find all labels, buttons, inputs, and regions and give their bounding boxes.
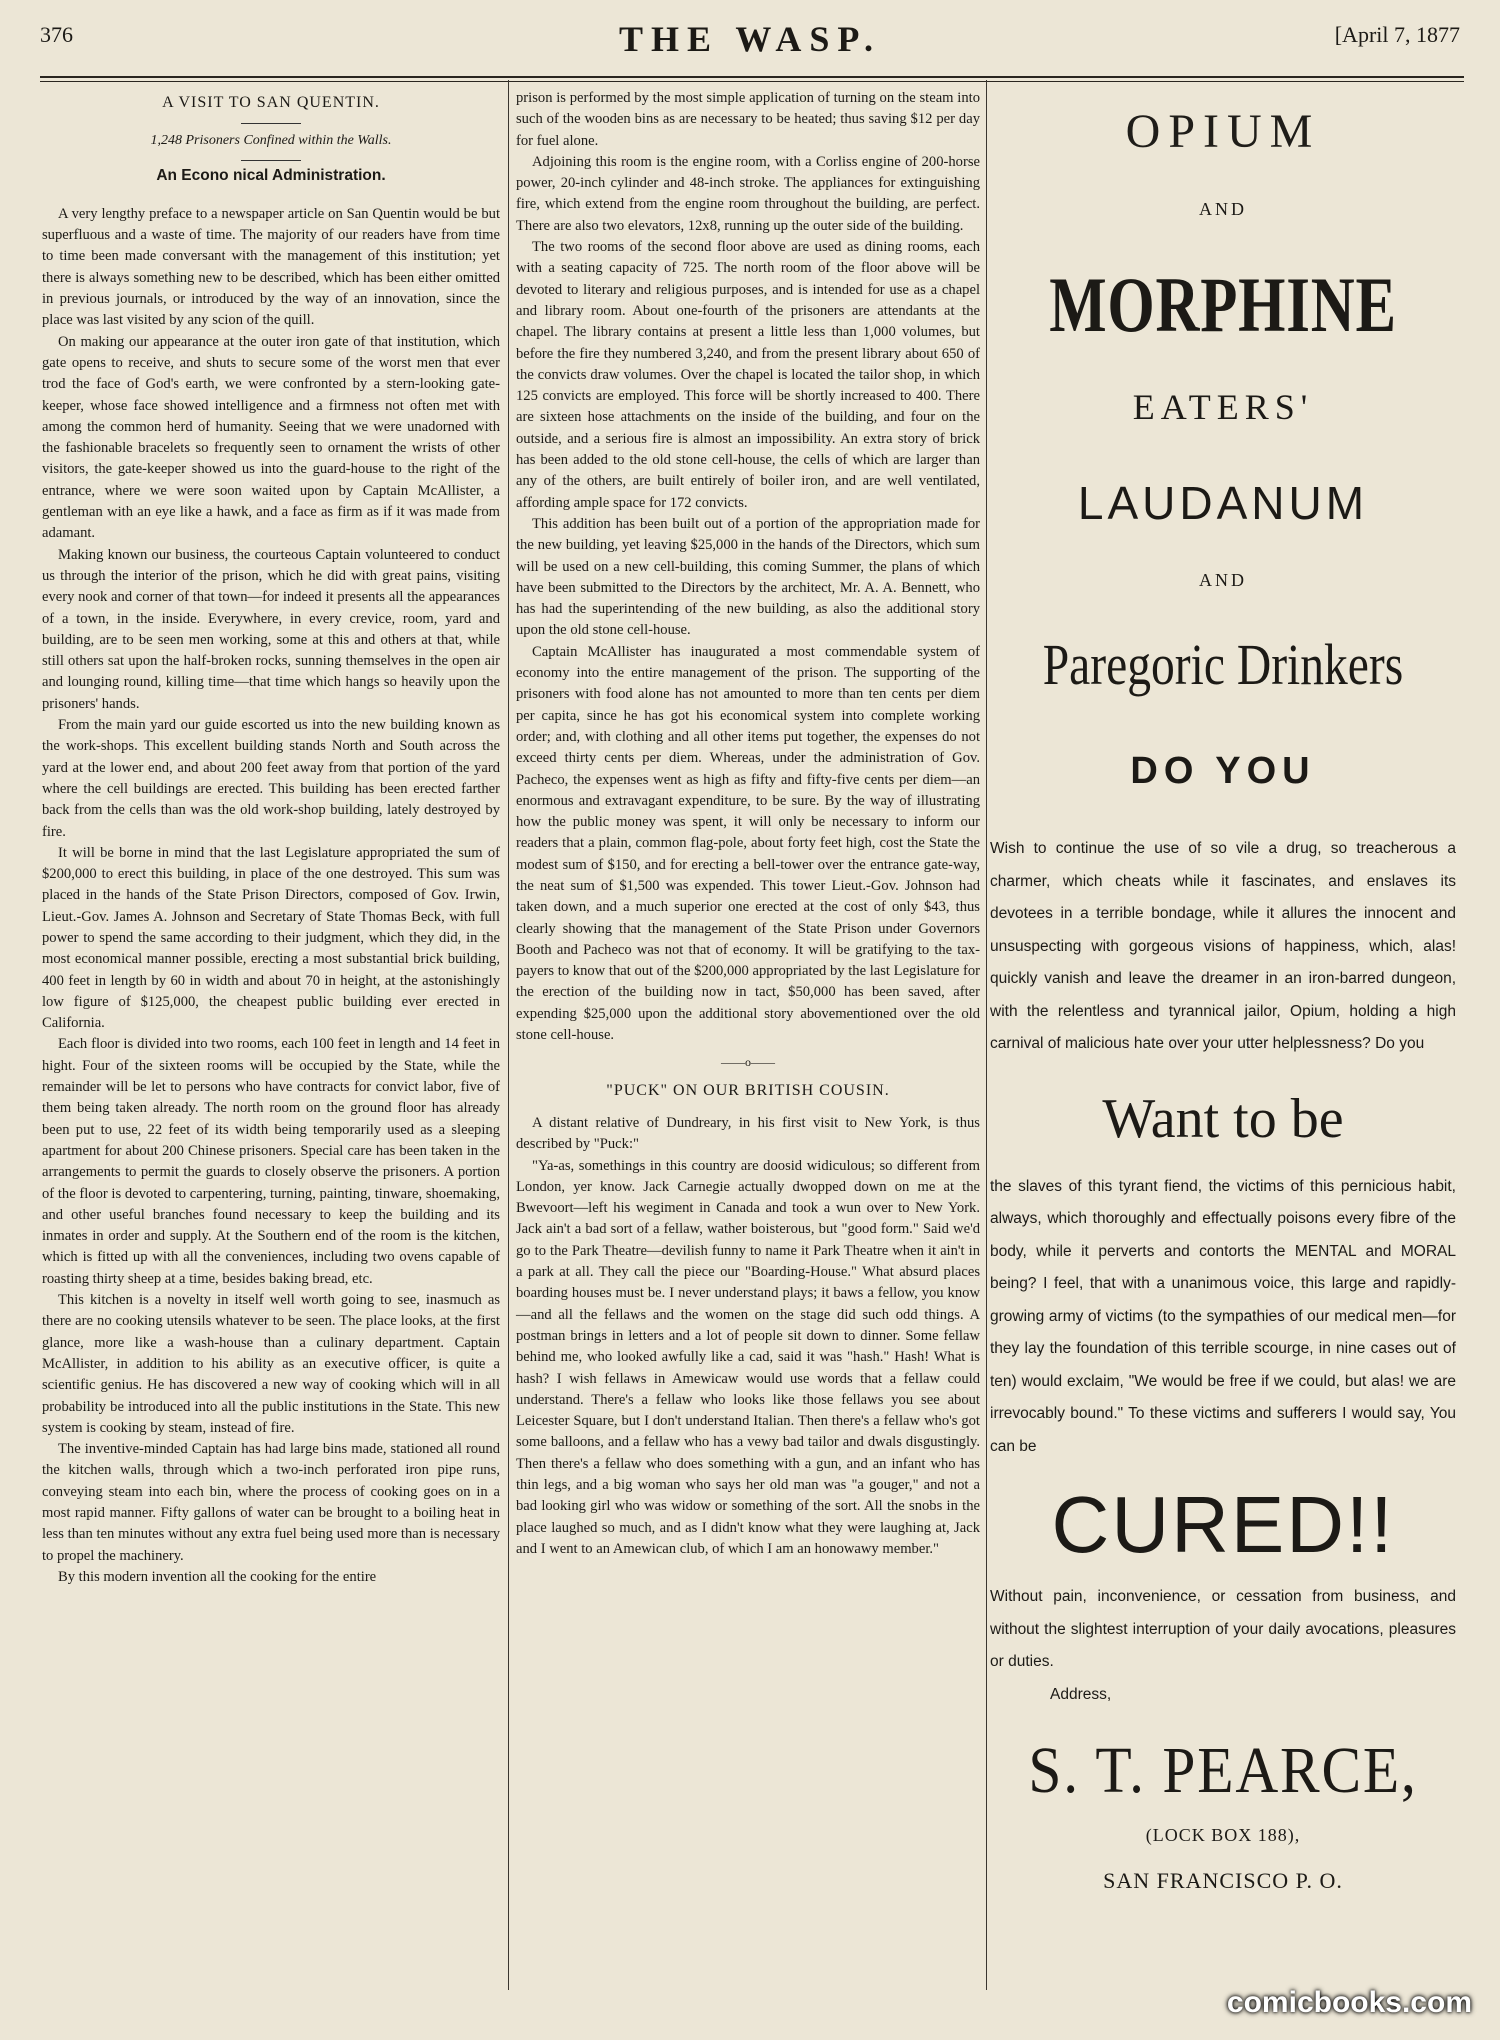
issue-date: [April 7, 1877 <box>1334 22 1460 47</box>
paragraph: Adjoining this room is the engine room, with a Corliss engine of 200-horse power, 20-inch cylinder and 48-inch stroke. The appliances for extinguishing fire, which extend from the engine room throughout the building, are perfect. There are also two elevators, 12x8, running up the outer side of the building. <box>516 153 980 234</box>
ad-city: SAN FRANCISCO P. O. <box>1103 1868 1343 1893</box>
paragraph: A distant relative of Dundreary, in his first visit to New York, is thus described by "Puck:" <box>516 1114 980 1153</box>
paragraph: The inventive-minded Captain has had large bins made, stationed all round the kitchen walls, through which a two-inch perforated iron pipe runs, conveying steam into each bin, where the process of cooking goes on in a most rapid manner. Fifty gallons of water can be brought to a boiling heat in less than ten minutes without any extra fuel being used more than is necessary to propel the machinery. <box>42 1441 500 1564</box>
column-divider-1 <box>508 80 509 1990</box>
ad-paragraph: Wish to continue the use of so vile a drug, so treacherous a charmer, which cheats while it fascinates, and enslaves its devotees in a terrible bondage, while it allures the innocent and unsuspecting with gorgeous visions of happiness, which, alas! quickly vanish and leave the dreamer in an iron-barred dungeon, with the relentless and tyrannical jailor, Opium, holding a high carnival of malicious hate over your utter helplessness? Do you <box>990 840 1456 1052</box>
advertisement <box>990 88 1456 1894</box>
subtitle-rule <box>241 160 301 161</box>
newspaper-title: THE WASP. <box>618 19 882 59</box>
paragraph: The two rooms of the second floor above are used as dining rooms, each with a seating capacity of 725. The north room of the floor above will be devoted to literary and religious purposes, and is intended for use as a chapel and library room. About one-fourth of the prisoners are attendants at the chapel. The library contains at present a little less than 1,000 volumes, but before the fire they numbered 3,240, and from the present library about 650 of the convicts draw volumes. Over the chapel is located the tailor shop, in which 125 convicts are employed. This force will be shortly increased to 400. There are sixteen hose attachments on the inside of the building, and four on the outside, and a serious fire is almost an impossibility. An extra story of brick has been added to the old stone cell-house, the cells of which are larger than any of the others, are built entirely of boiler iron, and are well ventilated, affording ample space for 172 convicts. <box>516 239 980 511</box>
column-1 <box>42 88 500 1588</box>
watermark: comicbooks.com <box>1226 1986 1472 2019</box>
ad-and: AND <box>1199 570 1247 590</box>
paragraph: Making known our business, the courteous Captain volunteered to conduct us through the interior of the prison, which he did with great pains, visiting every nook and corner of that town—for indeed it presents all the appearances of a town, in the inside. Everywhere, in every crevice, room, yard and building, are to be seen men working, some at this and others at that, while still others sat upon the half-broken rocks, sunning themselves in the open air and lounging round, killing time—that time which hangs so heavily upon the prisoners' hands. <box>42 546 500 712</box>
paragraph: This kitchen is a novelty in itself well worth going to see, inasmuch as there are no cooking utensils whatever to be seen. The place looks, at the first glance, more like a wash-house than a culinary department. Captain McAllister, in addition to his ability as an executive officer, is quite a scientific genius. He has discovered a new way of cooking which will in all probability be introduced into all the public institutions in the State. This new system is cooking by steam, instead of fire. <box>42 1292 500 1436</box>
column-divider-2 <box>986 80 987 1990</box>
paragraph: A very lengthy preface to a newspaper article on San Quentin would be but superfluous and a waste of time. The majority of our readers have from time to time been made conversant with the management of this institution; yet there is always something new to be described, which has been either omitted in previous journals, or introduced by the way of an innovation, since the place was last visited by any scion of the quill. <box>42 205 500 329</box>
ad-morphine: MORPHINE <box>1049 261 1397 348</box>
paragraph: Each floor is divided into two rooms, each 100 feet in length and 14 feet in hight. Four of the sixteen rooms will be occupied by the State, while the remainder will be let to persons who have contracts for convict labor, five of them being taken already. The north room on the ground floor has already been put to use, 22 feet of its width being temporarily used as a sleeping apartment for about 200 Chinese prisoners. Special care has been taken in the arrangements to permit the guards to closely observe the prisoners. A portion of the floor is devoted to carpentering, turning, painting, tinware, shoemaking, and other useful branches found necessary to keep the building and its inmates in order and supply. At the Southern end of the room is the kitchen, which is fitted up with all the conveniences, including two ovens capable of roasting thirty sheep at a time, besides baking bread, etc. <box>42 1036 500 1287</box>
article-title: A VISIT TO SAN QUENTIN. <box>162 94 380 111</box>
article-subtitle: 1,248 Prisoners Confined within the Walls. <box>150 133 392 149</box>
paragraph: Captain McAllister has inaugurated a most commendable system of economy into the entire management of the prison. The supporting of the prisoners with food alone has not amounted to more than ten cents per diem per capita, since he has got his economical system into complete working order; and, with clothing and all other items put together, the expenses do not exceed thirty cents per diem. Whereas, under the administration of Gov. Pacheco, the expenses went as high as fifty and fifty-five cents per diem—an enormous and extravagant expenditure, to be sure. By the way of illustrating how the public money was spent, it will only be necessary to inform our readers that a plain, common flag-pole, about forty feet high, cost the State the modest sum of $150, and for erecting a bell-tower over the entrance gate-way, the neat sum of $1,500 was expended. This tower Lieut.-Gov. Johnson had taken down, and a much superior one erected at the cost of only $43, thus clearly showing that the management of the State Prison under Governors Booth and Pacheco was not that of economy. It will be gratifying to the tax-payers to know that out of the $200,000 appropriated by the last Legislature for the erection of the building now in tact, $50,000 has been saved, after expending $25,000 upon the additional story abovementioned over the old stone cell-house. <box>516 643 980 1044</box>
paragraph: On making our appearance at the outer iron gate of that institution, which gate opens to receive, and shuts to secure some of the worst men that ever trod the face of God's earth, we were confronted by a stern-looking gate-keeper, whose face showed intelligence and a firmness not often met with among the common herd of humanity. Seeing that we were unadorned with the fashionable bracelets so frequently seen to ornament the wrists of other visitors, the gate-keeper showed us into the guard-house to the right of the entrance, where we were soon waited upon by Captain McAllister, a gentleman with an eye like a hawk, and a face as firm as if it was made from adamant. <box>42 333 500 542</box>
ad-lock-box: (LOCK BOX 188), <box>1145 1825 1301 1845</box>
article-separator: ——o—— <box>721 1055 775 1070</box>
masthead-rule-thin <box>40 81 1464 82</box>
ad-want-to-be: Want to be <box>1102 1087 1344 1150</box>
masthead <box>40 18 1460 58</box>
ad-do-you: DO YOU <box>1130 750 1316 792</box>
ad-paregoric: Paregoric Drinkers <box>1042 632 1404 697</box>
ad-eaters: EATERS' <box>1132 387 1314 427</box>
ad-paragraph: Without pain, inconvenience, or cessation from business, and without the slightest interruption of your daily avocations, pleasures or duties. <box>990 1588 1456 1670</box>
ad-address-label: Address, <box>1050 1685 1112 1703</box>
ad-opium: OPIUM <box>1125 105 1321 158</box>
paragraph: This addition has been built out of a portion of the appropriation made for the new building, yet leaving $25,000 in the hands of the Directors, which sum will be used on a new cell-building, this coming Summer, the plans of which have been submitted to the Directors by the architect, Mr. A. A. Bennett, who has had the superintending of the new building, as also the additional story upon the old stone cell-house. <box>516 515 980 639</box>
ad-cured: CURED!! <box>1051 1480 1395 1569</box>
title-rule <box>241 123 301 124</box>
masthead-rule <box>40 76 1464 78</box>
ad-paragraph: the slaves of this tyrant fiend, the victims of this pernicious habit, always, which thoroughly and effectually poisons every fibre of the body, while it perverts and contorts the MENTAL and MORAL being? I feel, that with a unanimous voice, this large and rapidly-growing army of victims (to the sympathies of our medical men—for they lay the foundation of this terrible scourge, in nine cases out of ten) would exclaim, "We would be free if we could, but alas! we are irrevocably bound." To these victims and sufferers I would say, You can be <box>990 1177 1456 1455</box>
article-heading: An Econo nical Administration. <box>156 166 386 184</box>
paragraph: From the main yard our guide escorted us into the new building known as the work-shops. This excellent building stands North and South across the yard at the lower end, and about 200 feet away from that portion of the yard where the cell buildings are erected. This building has been erected farther back from the cells than was the old work-shop building, lately destroyed by fire. <box>42 717 500 840</box>
column-2 <box>516 88 980 1560</box>
paragraph: "Ya-as, somethings in this country are doosid widiculous; so different from London, yer know. Jack Carnegie actually dwopped down on me at the Bwevoort—left his wegiment in Canada and took a wun over to New York. Jack ain't a bad sort of a fellaw, wather boisterous, but "good form." Said we'd go to the Park Theatre—devilish funny to name it Park Theatre when it ain't in a park at all. They call the piece our "Boarding-House." What absurd places boarding houses must be. I never understand plays; it baws a fellow, you know—and all the fellaws and the women on the stage did such odd things. A postman brings in letters and a lot of people sit down to dinner. Some fellaw behind me, who looked awfully like a cad, said it was "hash." Hash! What is hash? I wish fellaws in Amewicaw would use words that a fellaw could understand. There's a fellaw who looks like those fellaws you see about Leicester Square, but I don't understand Italian. Then there's a fellaw who's got some balloons, and a fellaw who has a vewy bad tailor and dwals disgustingly. Then there's a fellaw who does something with a gun, and an infant who has thin legs, and a big woman who says her old man was "a gouger," and not a bad looking girl who was widow or something of the sort. All the snobs in the place laughed so much, and as I didn't know what they were laughing at, Jack and I went to an Amewican club, of which I am an honowawy member." <box>516 1157 980 1557</box>
paragraph: By this modern invention all the cooking for the entire <box>58 1568 377 1585</box>
article-title: "PUCK" ON OUR BRITISH COUSIN. <box>606 1081 890 1099</box>
page-number: 376 <box>40 22 73 47</box>
ad-and: AND <box>1199 199 1247 219</box>
paragraph: It will be borne in mind that the last Legislature appropriated the sum of $200,000 to erect this building, in place of the one destroyed. This sum was placed in the hands of the State Prison Directors, composed of Gov. Irwin, Lieut.-Gov. James A. Johnson and Secretary of State Thomas Beck, with full power to spend the same according to their judgment, which they did, in the most economical manner possible, erecting a most substantial brick building, 400 feet in length by 60 in width and about 70 in height, at the astonishingly low figure of $125,000, the cheapest public building ever erected in California. <box>42 844 500 1032</box>
paragraph: prison is performed by the most simple application of turning on the steam into such of the wooden bins as are necessary to be heated; thus saving $12 per day for fuel alone. <box>516 90 980 149</box>
ad-laudanum: LAUDANUM <box>1077 477 1369 529</box>
ad-name: S. T. PEARCE, <box>1028 1734 1418 1807</box>
